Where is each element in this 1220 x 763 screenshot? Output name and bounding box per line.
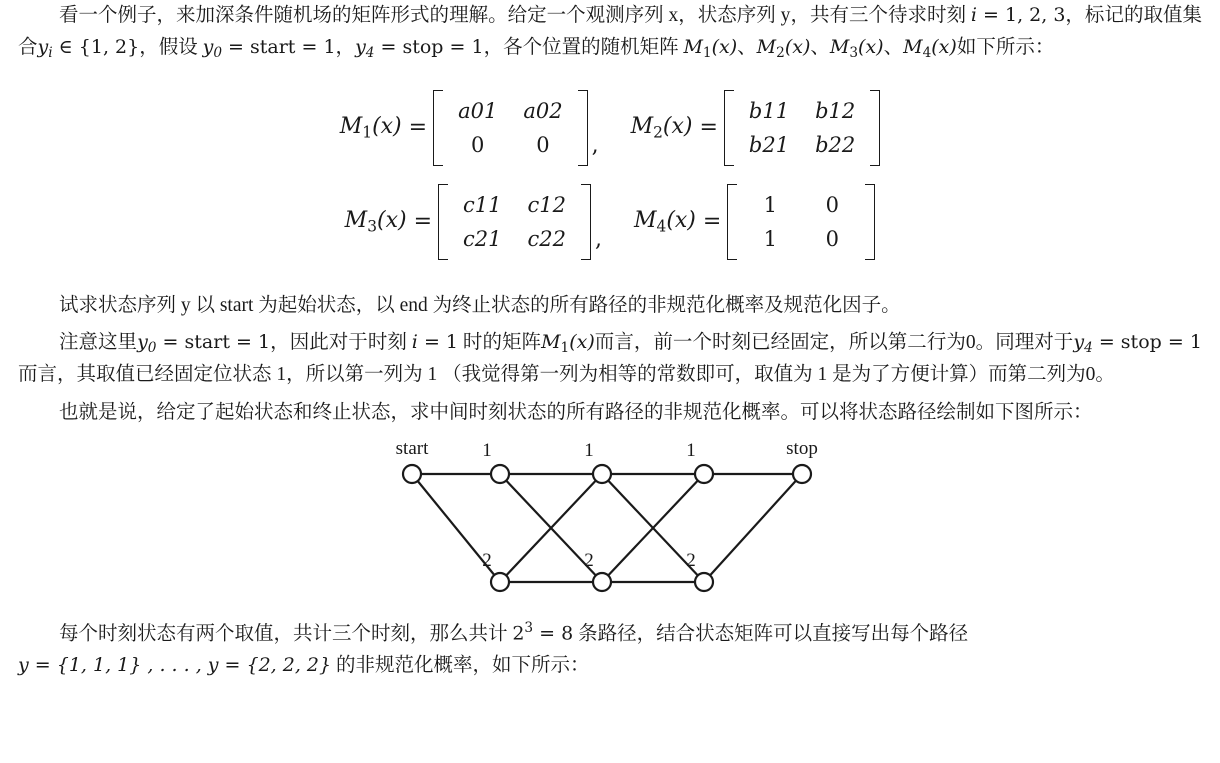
sep-3: 、 [883,36,904,58]
note-m1-arg: (x) [569,331,595,354]
matrix-equation-m4 [634,184,875,260]
matrix-equation-m2 [631,90,881,166]
matrix-m2-label [631,114,693,141]
m1-cell-11 [510,128,575,162]
m4-cell-10 [739,222,801,256]
note-y4-eq: = stop = 1 [1092,331,1202,354]
m3-cell-10-text: c21 [463,226,502,251]
matrix-row-1 [340,90,881,166]
y-set-rest: ∈ {1, 2} [52,35,140,58]
y0-equation: = start = 1 [222,35,336,58]
table-row [739,222,863,256]
matrix-m3-label [345,208,407,235]
m3-matrix-table [450,188,579,256]
lattice-nodes [403,465,811,591]
intro-text-5: ，各个位置的随机矩阵 [483,36,684,58]
table-row [445,94,576,128]
matrix-m4-label [634,208,696,235]
m2-cell-00 [736,94,802,128]
matrix-m1-arg: (x) [711,35,738,58]
matrix-m1-label [340,114,402,141]
m4-index: 4 [656,217,667,236]
m2-cell-00-text: b11 [748,98,790,123]
intro-text-2: ，标记的取值集合 [18,5,1202,58]
paths-text-e: 的非规范化概率，如下所示： [331,655,590,677]
m1-arg: (x) [372,113,402,139]
var-y4-sub: 4 [365,44,375,61]
var-y0-sub: 0 [213,44,223,61]
note-m1-sub: 1 [560,339,570,356]
var-y0: y [202,35,214,58]
m2-name: M [630,113,654,139]
note-text-d: 而言，前一个时刻已经固定，所以第二行为0。同理对于 [594,332,1074,354]
matrix-m4-arg: (x) [931,35,957,58]
note-text-e: 而言，其取值已经固定位状态 1，所以第一列为 1 （我觉得第一列为相等的常数即可，取值为 1 是为了方便计算）而第二列为0。 [18,364,1115,385]
note-y0: y [137,331,148,354]
lattice-svg [390,442,830,607]
m3-name: M [344,207,368,233]
matrix-comma-1: , [591,132,599,158]
m3-cell-00-text: c11 [463,192,502,217]
m1-matrix-table [445,94,576,162]
var-y-sub: i [48,44,53,61]
m2-arg: (x) [662,113,693,139]
paths-pow-result: = 8 [533,622,574,645]
label-bottom-2: 2 [584,550,594,572]
var-i: i [970,4,977,26]
matrix-m3-arg: (x) [858,35,884,58]
sep-2: 、 [810,36,830,58]
paragraph-paths [0,617,1220,682]
m4-bracket [727,184,875,260]
label-top-2: 1 [584,442,594,462]
matrix-m4-index: 4 [922,44,932,61]
m3-cell-00 [450,188,514,222]
label-bottom-3: 2 [686,550,696,572]
m2-cell-11-text: b22 [815,132,856,157]
lattice-edges [412,474,802,582]
m1-cell-11-text: 0 [536,132,550,157]
table-row [450,222,579,256]
equals-sign-m3: = [413,209,433,234]
m3-index: 3 [367,217,377,236]
m1-index: 1 [362,123,373,142]
state-path-diagram [0,442,1220,607]
m2-cell-01 [802,94,868,128]
matrix-equation-m1 [340,90,601,166]
table-row [450,188,579,222]
note-text-a: 注意这里 [58,332,138,354]
note-text-c: 时的矩阵 [458,332,542,354]
paths-pow-exp: 3 [524,620,534,637]
note-i: i [411,331,418,354]
m2-cell-10-text: b21 [748,132,790,157]
m4-arg: (x) [666,207,696,233]
i-equation: = 1, 2, 3 [976,4,1066,26]
intro-text-3: ，假设 [139,36,203,58]
label-bottom-1: 2 [482,550,492,572]
m1-bracket [433,90,588,166]
m1-cell-10-text: 0 [471,132,485,157]
paths-y-list: y = {1, 1, 1} , . . . , y = {2, 2, 2} [18,654,332,677]
matrix-m2-arg: (x) [784,35,811,58]
paths-text-c: 条路径，结合状态矩阵可以直接写出每个路径 [573,623,969,645]
note-y4: y [1073,331,1085,354]
equals-sign-m4: = [702,209,722,234]
note-y0-eq: = start = 1 [156,331,271,354]
m4-cell-01 [801,188,863,222]
note-y0-sub: 0 [147,339,157,356]
paragraph-intro [0,0,1220,64]
paths-text-a: 每个时刻状态有两个取值，共计三个时刻，那么共计 [58,623,513,645]
sep-1: 、 [737,36,757,58]
m1-name: M [339,113,363,139]
var-y: y [37,35,49,58]
m2-matrix-table [736,94,868,162]
m4-cell-11 [801,222,863,256]
m4-cell-00 [739,188,801,222]
paths-pow-base: 2 [512,622,525,645]
m1-cell-00 [445,94,510,128]
m1-cell-01-text: a02 [523,98,563,123]
matrix-m2-index: 2 [776,44,785,61]
table-row [739,188,863,222]
matrix-m2-name: M [756,35,777,58]
m3-arg: (x) [377,207,407,233]
intro-comma-1: ， [335,36,356,58]
note-y4-sub: 4 [1084,339,1093,356]
y4-equation: = stop = 1 [374,35,484,58]
m2-cell-01-text: b12 [815,98,856,123]
matrix-row-2 [345,184,876,260]
m2-index: 2 [653,123,663,142]
m4-matrix-table [739,188,863,256]
matrix-comma-2: , [594,226,602,252]
equals-sign-m2: = [699,115,718,140]
label-top-3: 1 [686,442,696,462]
note-m1: M [541,331,561,354]
m4-name: M [633,207,657,233]
m2-cell-10 [736,128,802,162]
label-stop: stop [786,442,818,460]
m3-cell-11 [515,222,579,256]
paragraph-note [0,327,1220,391]
matrix-equation-m3 [345,184,604,260]
matrix-equations-block [0,90,1220,260]
var-y4: y [355,35,366,58]
m4-cell-10-text: 1 [763,226,778,251]
matrix-m1-index: 1 [702,44,712,61]
m3-bracket [438,184,591,260]
note-text-b: ，因此对于时刻 [270,332,412,354]
m1-cell-00-text: a01 [458,98,498,123]
matrix-m3-index: 3 [849,44,859,61]
note-i-eq: = 1 [417,331,459,354]
intro-text-1: 看一个例子，来加深条件随机场的矩阵形式的理解。给定一个观测序列 x，状态序列 y，共有三个待求时刻 [58,5,971,26]
m4-cell-01-text: 0 [825,192,840,217]
paragraph-question: 试求状态序列 y 以 start 为起始状态，以 end 为终止状态的所有路径的非规范化概率及规范化因子。 [58,294,901,316]
table-row [736,94,868,128]
m3-cell-11-text: c22 [527,226,566,251]
m3-cell-01 [515,188,579,222]
label-top-1: 1 [482,442,492,462]
m3-cell-01-text: c12 [527,192,566,217]
paragraph-diagram-intro: 也就是说，给定了起始状态和终止状态，求中间时刻状态的所有路径的非规范化概率。可以将状态路径绘制如下图所示： [58,401,1093,423]
label-start: start [395,442,429,460]
m4-cell-11-text: 0 [825,226,840,251]
m1-cell-10 [445,128,510,162]
matrix-m3-name: M [829,35,850,58]
table-row [445,128,576,162]
m1-cell-01 [510,94,575,128]
equals-sign-m1: = [408,115,428,140]
matrix-m1-name: M [683,35,703,58]
m3-cell-10 [450,222,514,256]
m4-cell-00-text: 1 [763,192,778,217]
intro-tail: 如下所示： [956,36,1055,58]
matrix-m4-name: M [903,35,923,58]
m2-bracket [724,90,880,166]
table-row [736,128,868,162]
m2-cell-11 [802,128,868,162]
